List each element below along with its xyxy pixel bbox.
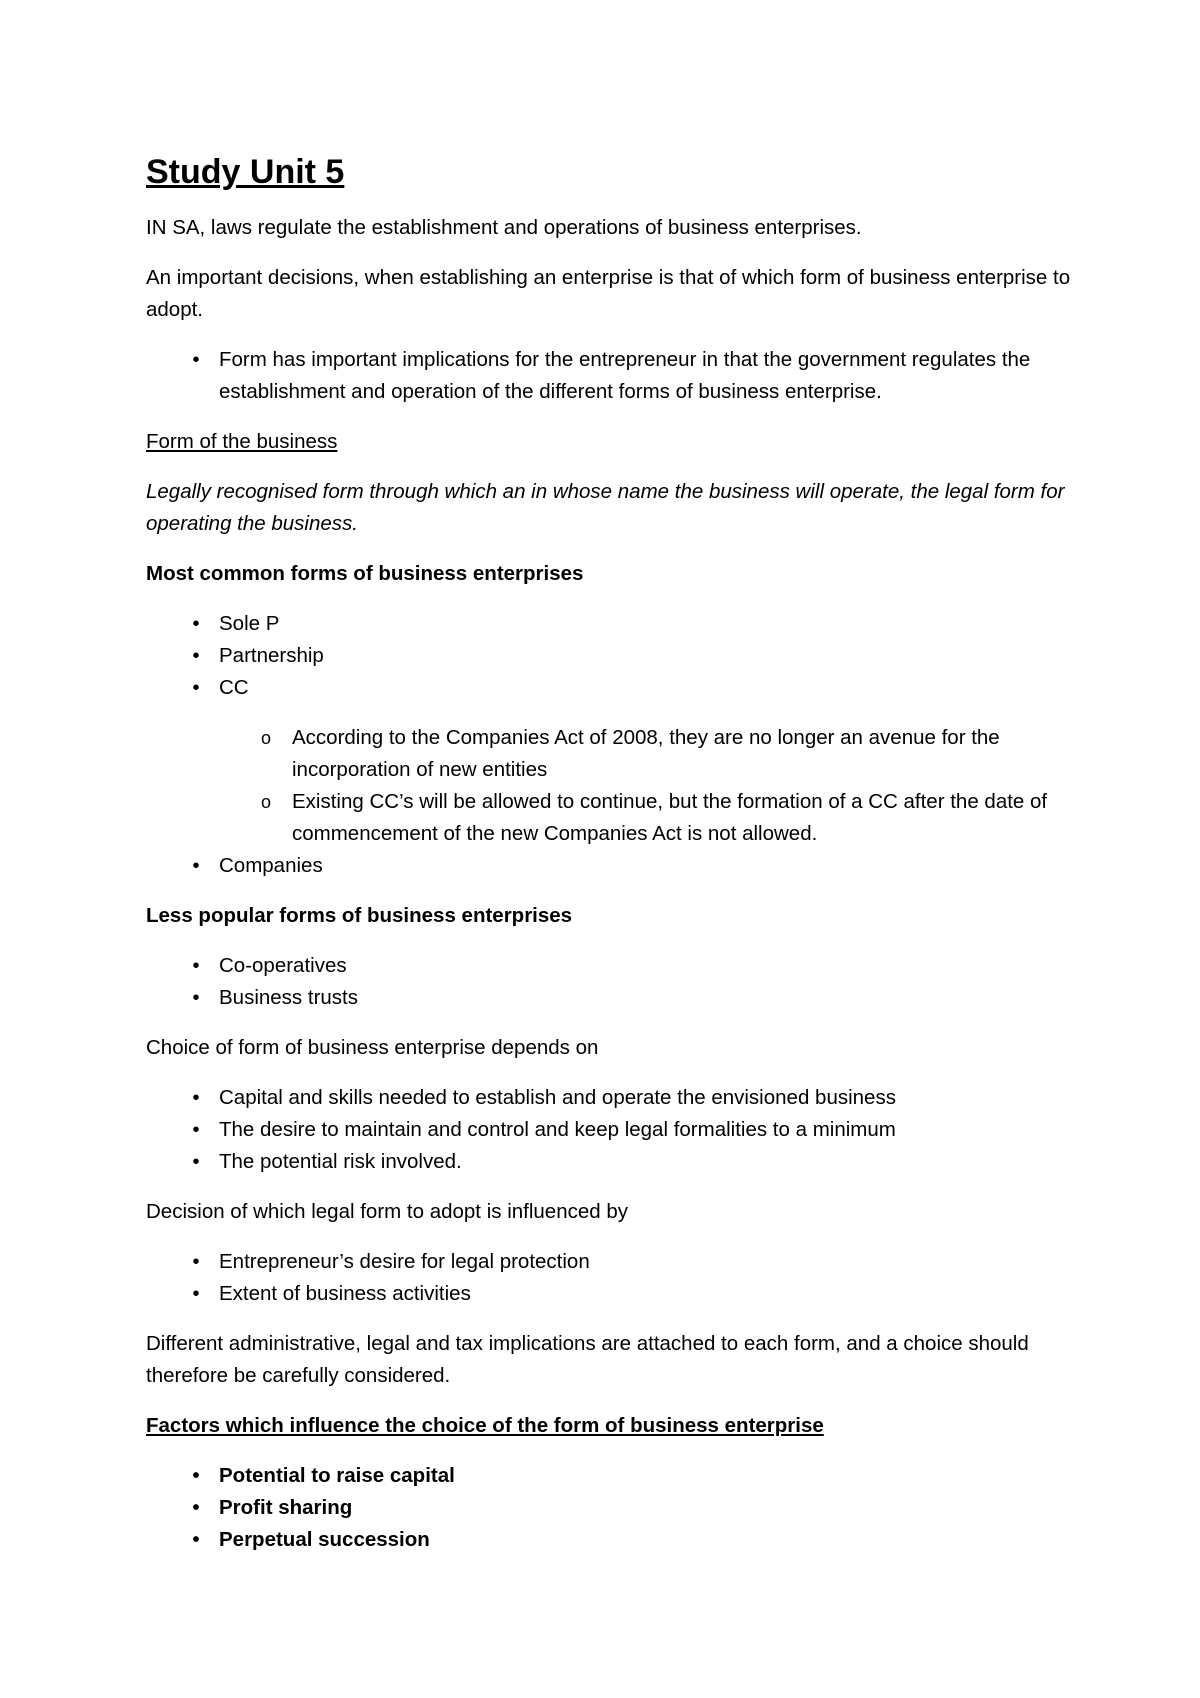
list-item-text: Form has important implications for the entrepreneur in that the government regulates the establishment and operation of the different forms of business enterprise. bbox=[219, 348, 1031, 403]
list-item-text: Extent of business activities bbox=[219, 1282, 471, 1305]
list-item bbox=[146, 982, 1086, 1014]
list-item bbox=[146, 1524, 1086, 1556]
list-item bbox=[146, 1278, 1086, 1310]
bullet-icon: • bbox=[192, 1150, 200, 1173]
list-item-text: Perpetual succession bbox=[219, 1528, 430, 1551]
common-forms-list-continued bbox=[146, 850, 1086, 882]
bullet-icon: • bbox=[192, 1464, 200, 1487]
list-item bbox=[146, 1246, 1086, 1278]
list-item bbox=[146, 850, 1086, 882]
list-item bbox=[146, 1492, 1086, 1524]
bullet-icon: • bbox=[192, 1118, 200, 1141]
bullet-icon: • bbox=[192, 348, 200, 371]
list-item-text: CC bbox=[219, 676, 249, 699]
bullet-icon: • bbox=[192, 644, 200, 667]
bullet-icon: • bbox=[192, 1496, 200, 1519]
list-item-text: The desire to maintain and control and keep legal formalities to a minimum bbox=[219, 1118, 896, 1141]
bullet-icon: • bbox=[192, 1282, 200, 1305]
list-item-text: Companies bbox=[219, 854, 323, 877]
bullet-icon: • bbox=[192, 854, 200, 877]
bullet-icon: • bbox=[192, 1528, 200, 1551]
intro-paragraph-2: An important decisions, when establishing an enterprise is that of which form of business enterprise to adopt. bbox=[146, 266, 1071, 321]
list-item-text: Sole P bbox=[219, 612, 280, 635]
section-heading-form: Form of the business bbox=[146, 430, 338, 453]
list-item-text: Entrepreneur’s desire for legal protection bbox=[219, 1250, 590, 1273]
section-heading-factors: Factors which influence the choice of the form of business enterprise bbox=[146, 1414, 824, 1437]
sub-list-item-text: According to the Companies Act of 2008, they are no longer an avenue for the incorporation of new entities bbox=[292, 726, 1000, 781]
intro-paragraph-1: IN SA, laws regulate the establishment and operations of business enterprises. bbox=[146, 216, 862, 239]
decision-list bbox=[146, 1246, 1086, 1310]
list-item-text: Capital and skills needed to establish and operate the envisioned business bbox=[219, 1086, 896, 1109]
factors-list bbox=[146, 1460, 1086, 1556]
list-item bbox=[146, 608, 1086, 640]
list-item-text: Profit sharing bbox=[219, 1496, 353, 1519]
bullet-icon: • bbox=[192, 986, 200, 1009]
bullet-icon: • bbox=[192, 676, 200, 699]
list-item bbox=[146, 672, 1086, 704]
decision-heading: Decision of which legal form to adopt is influenced by bbox=[146, 1200, 629, 1223]
list-item bbox=[146, 950, 1086, 982]
list-item-text: Potential to raise capital bbox=[219, 1464, 455, 1487]
bullet-icon: • bbox=[192, 612, 200, 635]
sub-list-item-text: Existing CC’s will be allowed to continue, but the formation of a CC after the date of commencement of the new Companies Act is not allowed. bbox=[292, 790, 1048, 845]
list-item bbox=[146, 1114, 1086, 1146]
section-heading-common-forms: Most common forms of business enterprises bbox=[146, 562, 584, 585]
bullet-icon: • bbox=[192, 1086, 200, 1109]
list-item bbox=[146, 1460, 1086, 1492]
list-item bbox=[146, 344, 1086, 408]
list-item bbox=[146, 640, 1086, 672]
less-popular-list bbox=[146, 950, 1086, 1014]
cc-sub-list bbox=[146, 722, 1086, 850]
list-item-text: The potential risk involved. bbox=[219, 1150, 462, 1173]
hollow-bullet-icon: o bbox=[260, 728, 271, 748]
document-body bbox=[146, 150, 1086, 1574]
common-forms-list bbox=[146, 608, 1086, 704]
sub-list-item bbox=[146, 722, 1086, 786]
page-title: Study Unit 5 bbox=[146, 153, 345, 191]
choice-list bbox=[146, 1082, 1086, 1178]
list-item bbox=[146, 1146, 1086, 1178]
list-item-text: Co-operatives bbox=[219, 954, 347, 977]
form-definition: Legally recognised form through which an in whose name the business will operate, the legal form for operating the business. bbox=[146, 480, 1065, 535]
list-item-text: Partnership bbox=[219, 644, 324, 667]
bullet-icon: • bbox=[192, 954, 200, 977]
bullet-icon: • bbox=[192, 1250, 200, 1273]
sub-list-item bbox=[146, 786, 1086, 850]
list-item bbox=[146, 1082, 1086, 1114]
choice-heading: Choice of form of business enterprise depends on bbox=[146, 1036, 599, 1059]
list-item-text: Business trusts bbox=[219, 986, 358, 1009]
different-implications-paragraph: Different administrative, legal and tax implications are attached to each form, and a choice should therefore be carefully considered. bbox=[146, 1332, 1029, 1387]
hollow-bullet-icon: o bbox=[260, 792, 271, 812]
intro-bullet-list bbox=[146, 344, 1086, 408]
section-heading-less-popular: Less popular forms of business enterprises bbox=[146, 904, 573, 927]
